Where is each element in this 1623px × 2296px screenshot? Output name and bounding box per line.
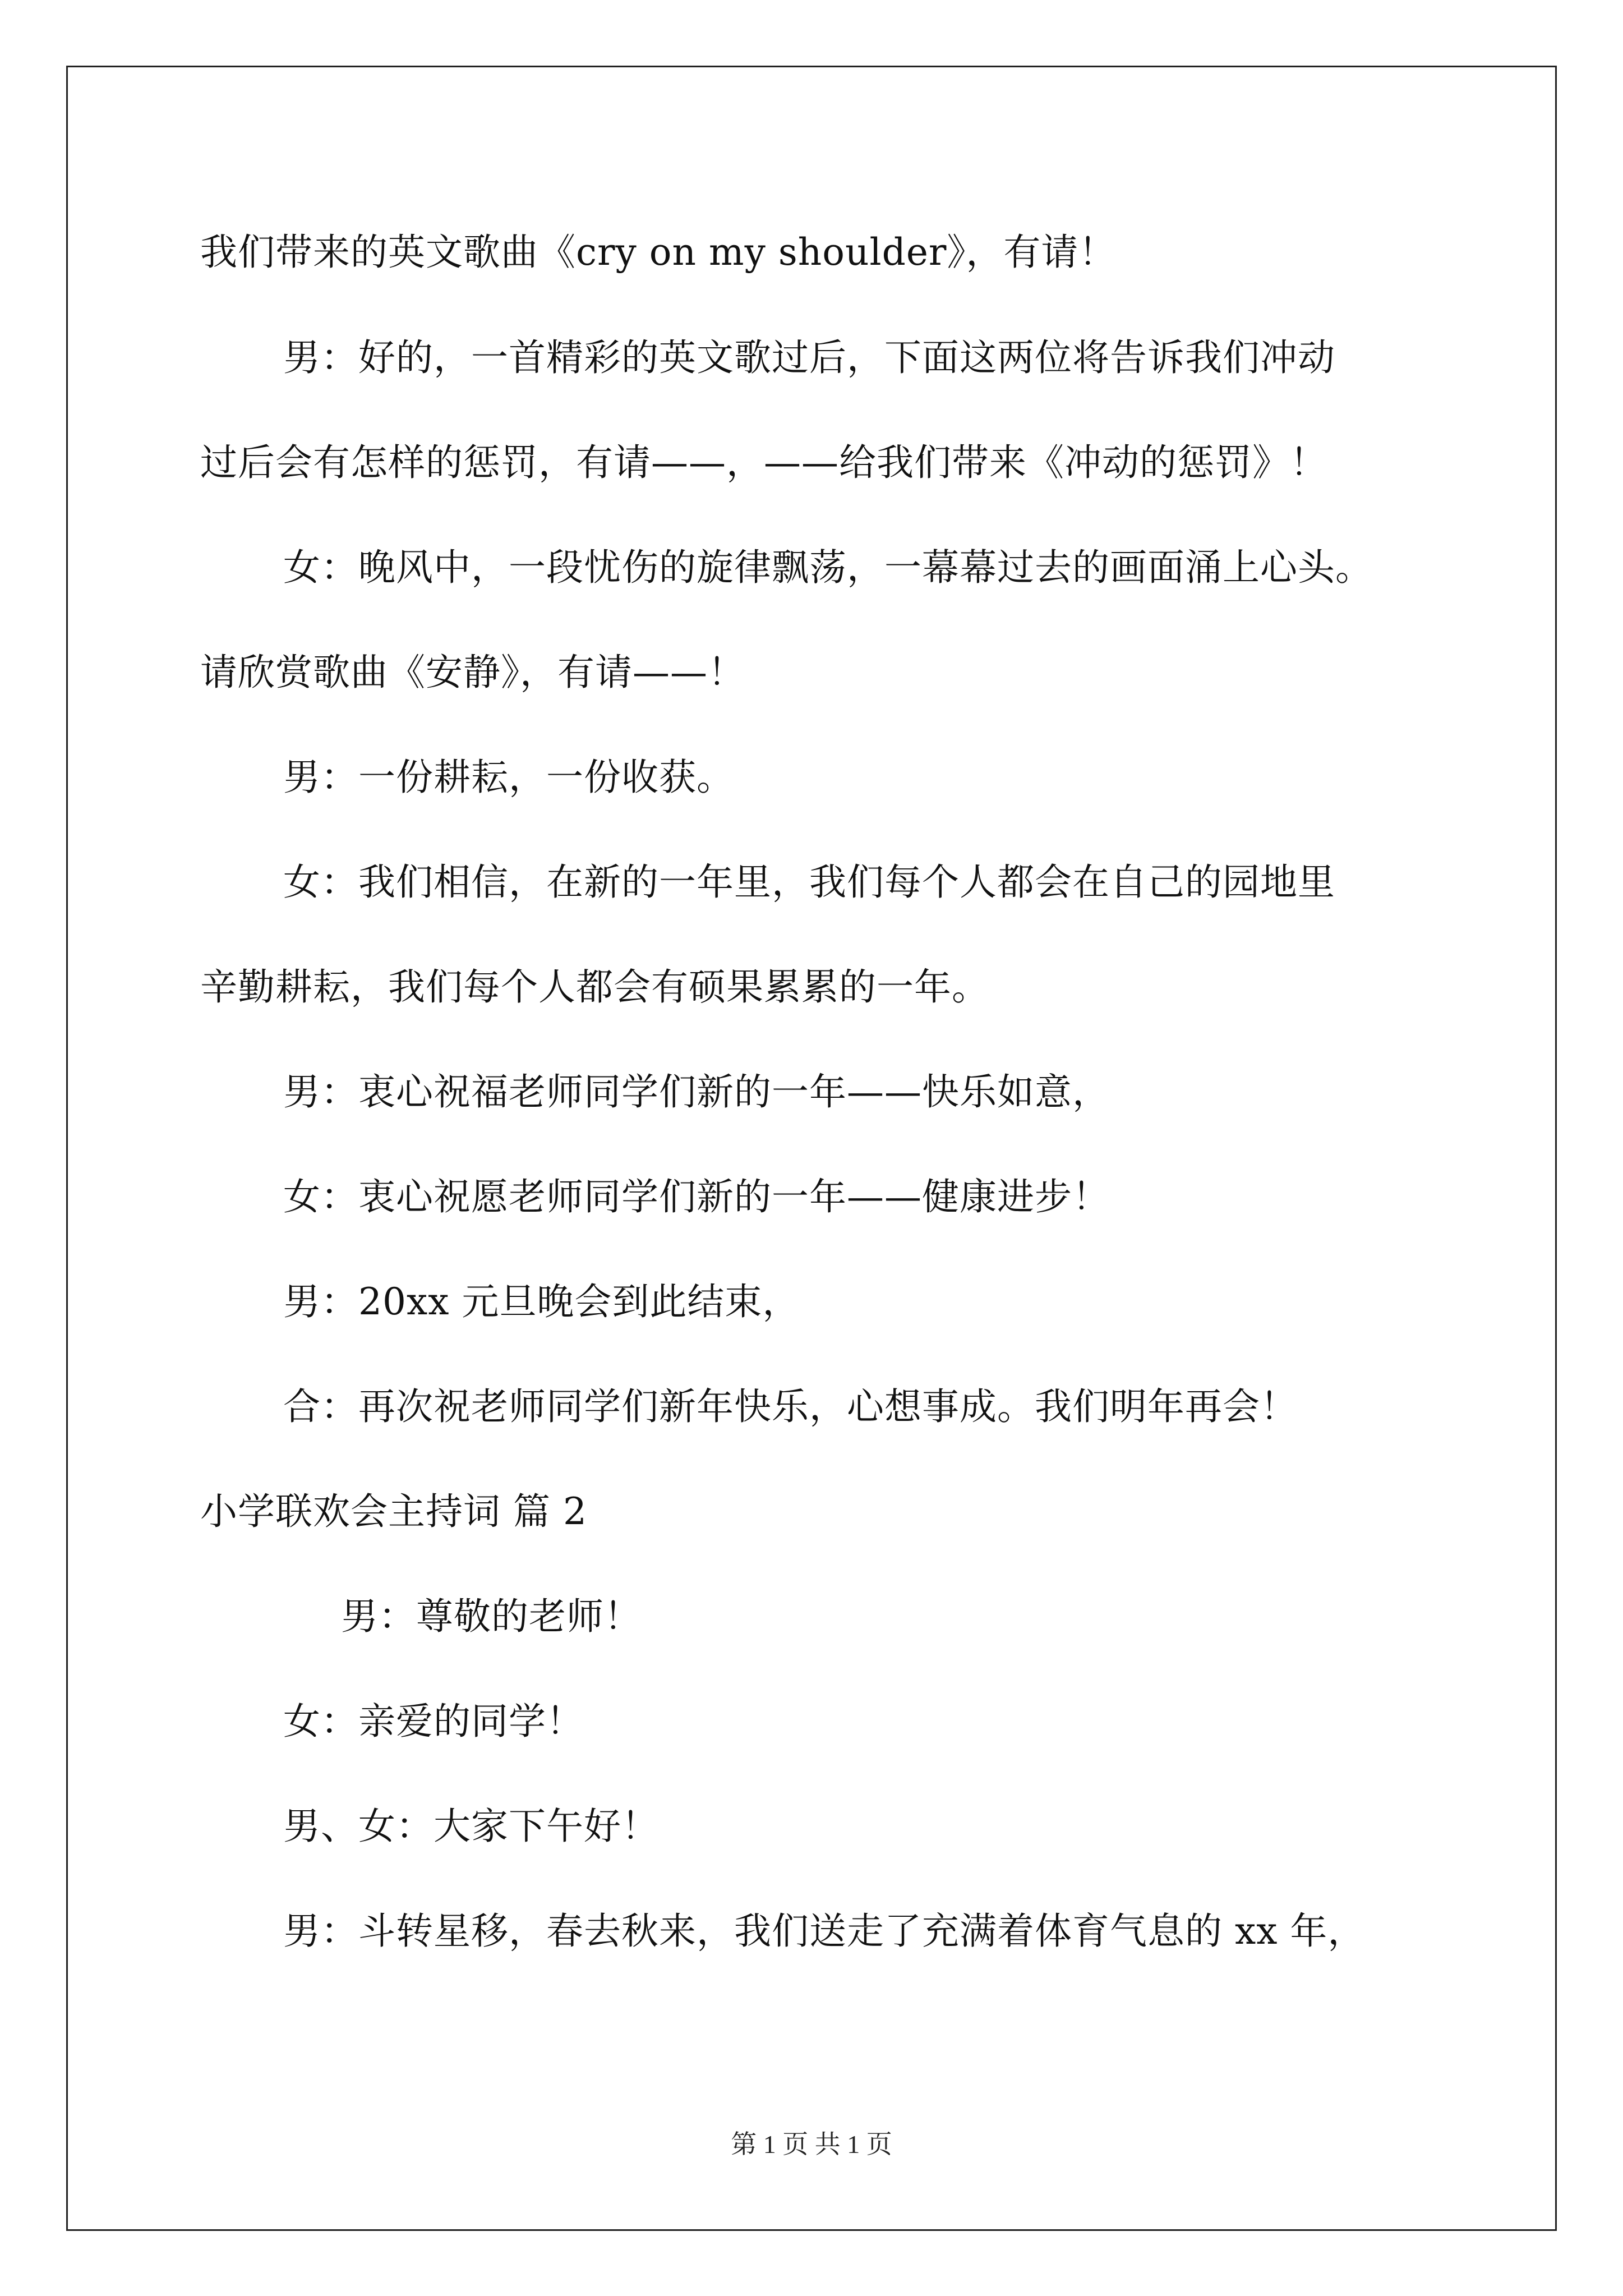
text-line-8: 辛勤耕耘，我们每个人都会有硕果累累的一年。 bbox=[200, 965, 989, 1009]
text-line-3: 过后会有怎样的惩罚，有请——，——给我们带来《冲动的惩罚》！ bbox=[200, 441, 1327, 484]
text-line-16: 男、女：大家下午好！ bbox=[283, 1805, 659, 1848]
page-border bbox=[66, 66, 1557, 2231]
text-line-4: 女：晚风中，一段忧伤的旋律飘荡，一幕幕过去的画面涌上心头。 bbox=[283, 546, 1373, 589]
text-line-7: 女：我们相信，在新的一年里，我们每个人都会在自己的园地里 bbox=[283, 861, 1335, 904]
text-line-12: 合：再次祝老师同学们新年快乐，心想事成。我们明年再会！ bbox=[283, 1385, 1298, 1428]
text-line-10: 女：衷心祝愿老师同学们新的一年——健康进步！ bbox=[283, 1175, 1110, 1218]
text-line-14: 男：尊敬的老师！ bbox=[341, 1595, 642, 1638]
text-line-11: 男：20xx 元旦晚会到此结束， bbox=[283, 1280, 800, 1323]
text-line-5: 请欣赏歌曲《安静》，有请——！ bbox=[200, 651, 745, 694]
page-footer: 第 1 页 共 1 页 bbox=[731, 2130, 892, 2159]
text-line-6: 男：一份耕耘，一份收获。 bbox=[283, 756, 734, 799]
text-line-17: 男：斗转星移，春去秋来，我们送走了充满着体育气息的 xx 年， bbox=[283, 1910, 1366, 1953]
section-heading: 小学联欢会主持词 篇 2 bbox=[200, 1490, 587, 1533]
text-line-15: 女：亲爱的同学！ bbox=[283, 1700, 584, 1743]
text-line-1: 我们带来的英文歌曲《cry on my shoulder》，有请！ bbox=[200, 231, 1117, 274]
text-line-2: 男：好的，一首精彩的英文歌过后，下面这两位将告诉我们冲动 bbox=[283, 336, 1335, 379]
text-line-9: 男：衷心祝福老师同学们新的一年——快乐如意， bbox=[283, 1070, 1110, 1114]
